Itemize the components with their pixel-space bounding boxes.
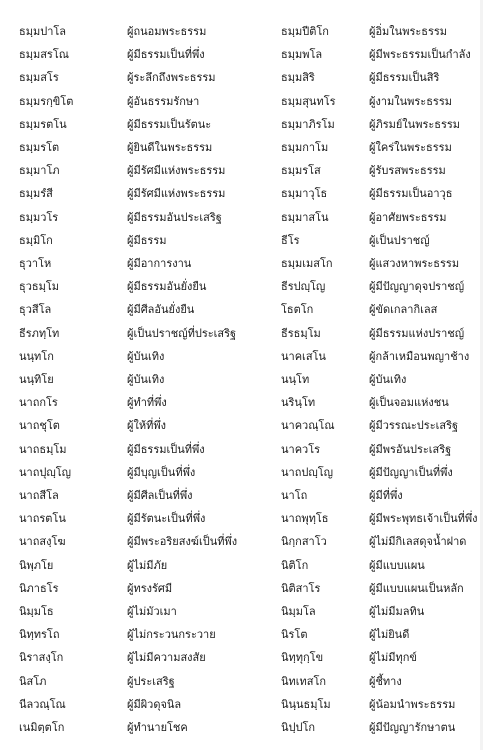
meaning-right: ผู้ไม่ยินดี — [369, 628, 410, 642]
list-row — [0, 507, 483, 531]
meaning-left: ผู้มีธรรมเป็นรัตนะ — [127, 117, 212, 131]
meaning-left: ผู้ให้ที่พึ่ง — [127, 419, 166, 433]
meaning-right: ผู้มีที่พึ่ง — [369, 489, 403, 502]
meaning-right: ผู้เป็นจอมแห่งชน — [369, 396, 449, 410]
list-row — [0, 20, 483, 44]
name-left: นิราสงฺโก — [19, 651, 64, 665]
meaning-left: ผู้ระลึกถึงพระธรรม — [127, 71, 216, 85]
meaning-left: ผู้มีผิวดุจนิล — [127, 697, 182, 711]
list-row — [0, 322, 483, 346]
meaning-right: ผู้กล้าเหมือนพญาช้าง — [369, 349, 470, 363]
meaning-right: ผู้มีปัญญาเป็นที่พึ่ง — [369, 465, 453, 479]
name-left: นิสโภ — [19, 674, 47, 688]
meaning-right: ผู้มีพรอันประเสริฐ — [369, 442, 452, 456]
meaning-left: ผู้ไม่มัวเมา — [127, 605, 177, 618]
name-right: ธีโร — [281, 233, 300, 247]
name-left: นาถสีโล — [19, 489, 59, 502]
name-left: นาถธมฺโม — [19, 442, 67, 456]
list-row — [0, 438, 483, 462]
meaning-right: ผู้บันเทิง — [369, 373, 407, 386]
meaning-left: ผู้ไม่กระวนกระวาย — [127, 628, 216, 642]
name-left: นาถรตโน — [19, 512, 66, 526]
name-right: ธีรปญฺโญ — [281, 280, 326, 294]
name-left: ธุวธมฺโม — [19, 280, 60, 294]
meaning-right: ผู้มีธรรมเป็นสิริ — [369, 71, 440, 85]
list-row — [0, 646, 483, 670]
meaning-left: ผู้มีธรรมอันยั่งยืน — [127, 280, 207, 294]
meaning-left: ผู้ยินดีในพระธรรม — [127, 141, 213, 154]
list-row — [0, 43, 483, 67]
name-left: นิมฺมโธ — [19, 605, 54, 618]
list-row — [0, 623, 483, 647]
list-row — [0, 113, 483, 137]
meaning-right: ผู้มีธรรมแห่งปราชญ์ — [369, 326, 465, 340]
name-right: ธมฺมกาโม — [281, 141, 329, 154]
name-right: ธมฺมรโส — [281, 164, 321, 178]
name-right: นิทเทสโก — [281, 674, 327, 688]
meaning-right: ผู้มีแบบแผน — [369, 558, 425, 572]
name-left: ธมฺมรกฺขิโต — [19, 94, 74, 108]
meaning-left: ผู้ทำนายโชค — [127, 721, 188, 734]
meaning-left: ผู้มีธรรม — [127, 233, 167, 247]
name-right: นิกฺกสาโว — [281, 535, 327, 549]
name-left: ธมฺมรํสี — [19, 187, 53, 201]
name-right: นาควโร — [281, 442, 321, 456]
meaning-left: ผู้บันเทิง — [127, 373, 165, 386]
name-right: นิติโก — [281, 558, 309, 572]
name-right: นิมฺมโล — [281, 605, 316, 618]
list-row — [0, 484, 483, 508]
meaning-left: ผู้บันเทิง — [127, 349, 165, 363]
meaning-left: ผู้มีบุญเป็นที่พึ่ง — [127, 465, 196, 479]
name-left: นาถชุโต — [19, 419, 60, 433]
name-right: ธีรธมฺโม — [281, 326, 321, 340]
name-right: ธมฺมาภิรโม — [281, 117, 335, 131]
name-left: นาถสงฺโฆ — [19, 535, 66, 549]
meaning-right: ผู้มีแบบแผนเป็นหลัก — [369, 581, 464, 595]
meaning-right: ผู้ขัดเกลากิเลส — [369, 303, 438, 317]
meaning-right: ผู้ไม่มีทุกข์ — [369, 651, 417, 665]
list-row — [0, 577, 483, 601]
name-right: นรินฺโท — [281, 396, 316, 410]
meaning-left: ผู้ถนอมพระธรรม — [127, 25, 207, 38]
meaning-left: ผู้มีศีลเป็นที่พึ่ง — [127, 489, 193, 502]
meaning-right: ผู้รับรสพระธรรม — [369, 164, 446, 178]
meaning-right: ผู้ใคร่ในพระธรรม — [369, 141, 452, 154]
name-left: ธุวสีโล — [19, 303, 52, 317]
meaning-left: ผู้มีศีลอันยั่งยืน — [127, 303, 195, 317]
meaning-right: ผู้ภิรมย์ในพระธรรม — [369, 117, 461, 131]
name-left: ธุวาโห — [19, 257, 52, 270]
name-left: นิภาธโร — [19, 581, 59, 595]
list-row — [0, 136, 483, 160]
list-row — [0, 670, 483, 694]
name-left: ธมฺมรตโน — [19, 117, 67, 131]
meaning-left: ผู้มีธรรมเป็นที่พึ่ง — [127, 48, 205, 62]
list-row — [0, 206, 483, 230]
list-row — [0, 229, 483, 253]
name-right: นาควณฺโณ — [281, 419, 335, 433]
name-right: นินฺนธมฺโม — [281, 697, 331, 711]
list-row — [0, 391, 483, 415]
name-left: นาถกโร — [19, 396, 58, 410]
meaning-right: ผู้เป็นปราชญ์ — [369, 233, 430, 247]
list-row — [0, 716, 483, 740]
name-right: นาถปญฺโญ — [281, 465, 333, 479]
name-left: ธมฺมาโภ — [19, 164, 60, 178]
list-row — [0, 368, 483, 392]
list-row — [0, 275, 483, 299]
meaning-right: ผู้ไม่มีกิเลสดุจน้ำฝาด — [369, 535, 467, 549]
meaning-right: ผู้ชี้ทาง — [369, 674, 402, 688]
name-right: นิติสาโร — [281, 581, 321, 595]
name-left: นิทฺทรโถ — [19, 628, 60, 642]
list-row — [0, 159, 483, 183]
name-right: โธตโก — [281, 303, 314, 317]
name-right: ธมฺมาวุโธ — [281, 187, 328, 201]
name-right: ธมฺมสุนทโร — [281, 94, 336, 108]
name-left: ธมฺมสรโณ — [19, 48, 69, 62]
list-row — [0, 600, 483, 624]
meaning-left: ผู้มีรัศมีแห่งพระธรรม — [127, 187, 226, 201]
meaning-right: ผู้อิ่มในพระธรรม — [369, 25, 448, 38]
meaning-right: ผู้น้อมนำพระธรรม — [369, 697, 456, 711]
list-row — [0, 530, 483, 554]
meaning-left: ผู้เป็นปราชญ์ที่ประเสริฐ — [127, 326, 237, 340]
name-right: นิทฺทุกฺโข — [281, 651, 324, 665]
meaning-right: ผู้แสวงหาพระธรรม — [369, 257, 460, 270]
list-row — [0, 693, 483, 717]
meaning-left: ผู้อันธรรมรักษา — [127, 94, 200, 108]
meaning-right: ผู้ไม่มีมลทิน — [369, 605, 425, 618]
meaning-left: ผู้มีพระอริยสงฆ์เป็นที่พึ่ง — [127, 535, 238, 549]
list-row — [0, 252, 483, 276]
list-row — [0, 554, 483, 578]
meaning-right: ผู้อาศัยพระธรรม — [369, 210, 447, 224]
meaning-left: ผู้มีธรรมเป็นที่พึ่ง — [127, 442, 205, 456]
name-right: ธมฺมปีติโก — [281, 25, 329, 38]
meaning-left: ผู้ประเสริฐ — [127, 674, 175, 688]
meaning-left: ผู้มีรัศมีแห่งพระธรรม — [127, 164, 226, 178]
meaning-left: ผู้ทำที่พึ่ง — [127, 396, 167, 410]
meaning-right: ผู้มีพระพุทธเจ้าเป็นที่พึ่ง — [369, 512, 478, 526]
name-right: นิปฺปโก — [281, 721, 316, 734]
list-row — [0, 90, 483, 114]
meaning-left: ผู้มีธรรมอันประเสริฐ — [127, 210, 222, 224]
name-left: ธมฺมิโก — [19, 233, 53, 247]
meaning-right: ผู้มีธรรมเป็นอาวุธ — [369, 187, 453, 201]
name-right: นาโถ — [281, 489, 308, 502]
name-right: ธมฺมเมสโก — [281, 257, 333, 270]
name-right: ธมฺมาสโน — [281, 210, 329, 224]
name-left: นนฺทโก — [19, 349, 54, 363]
meaning-left: ผู้มีอาการงาน — [127, 257, 192, 270]
name-left: นิพฺภโย — [19, 558, 54, 572]
name-left: ธมฺมปาโล — [19, 25, 67, 38]
name-left: ธีรภทฺโท — [19, 326, 60, 340]
name-right: นิรโต — [281, 628, 308, 642]
name-right: นนฺโท — [281, 373, 310, 386]
meaning-right: ผู้มีปัญญารักษาตน — [369, 721, 456, 734]
name-right: นาคเสโน — [281, 349, 326, 363]
name-left: เนมิตฺตโก — [19, 721, 65, 734]
list-row — [0, 298, 483, 322]
list-row — [0, 345, 483, 369]
name-left: นนฺทิโย — [19, 373, 54, 386]
name-left: ธมฺมรโต — [19, 141, 60, 154]
name-left: ธมฺมวโร — [19, 210, 59, 224]
name-right: นาถพุทฺโธ — [281, 512, 329, 526]
meaning-right: ผู้มีวรรณะประเสริฐ — [369, 419, 459, 433]
list-row — [0, 182, 483, 206]
list-row — [0, 461, 483, 485]
meaning-left: ผู้มีรัตนะเป็นที่พึ่ง — [127, 512, 206, 526]
meaning-left: ผู้ไม่มีภัย — [127, 558, 168, 572]
meaning-left: ผู้ทรงรัศมี — [127, 581, 173, 595]
name-left: นีลวณฺโณ — [19, 697, 66, 711]
meaning-right: ผู้มีปัญญาดุจปราชญ์ — [369, 280, 465, 294]
name-right: ธมฺมสิริ — [281, 71, 315, 85]
name-left: นาถปุญฺโญ — [19, 465, 71, 479]
name-left: ธมฺมสโร — [19, 71, 59, 85]
name-right: ธมฺมพโล — [281, 48, 323, 62]
meaning-right: ผู้มีพระธรรมเป็นกำลัง — [369, 48, 471, 62]
list-row — [0, 414, 483, 438]
meaning-right: ผู้งามในพระธรรม — [369, 94, 452, 108]
list-row — [0, 66, 483, 90]
meaning-left: ผู้ไม่มีความสงสัย — [127, 651, 206, 665]
